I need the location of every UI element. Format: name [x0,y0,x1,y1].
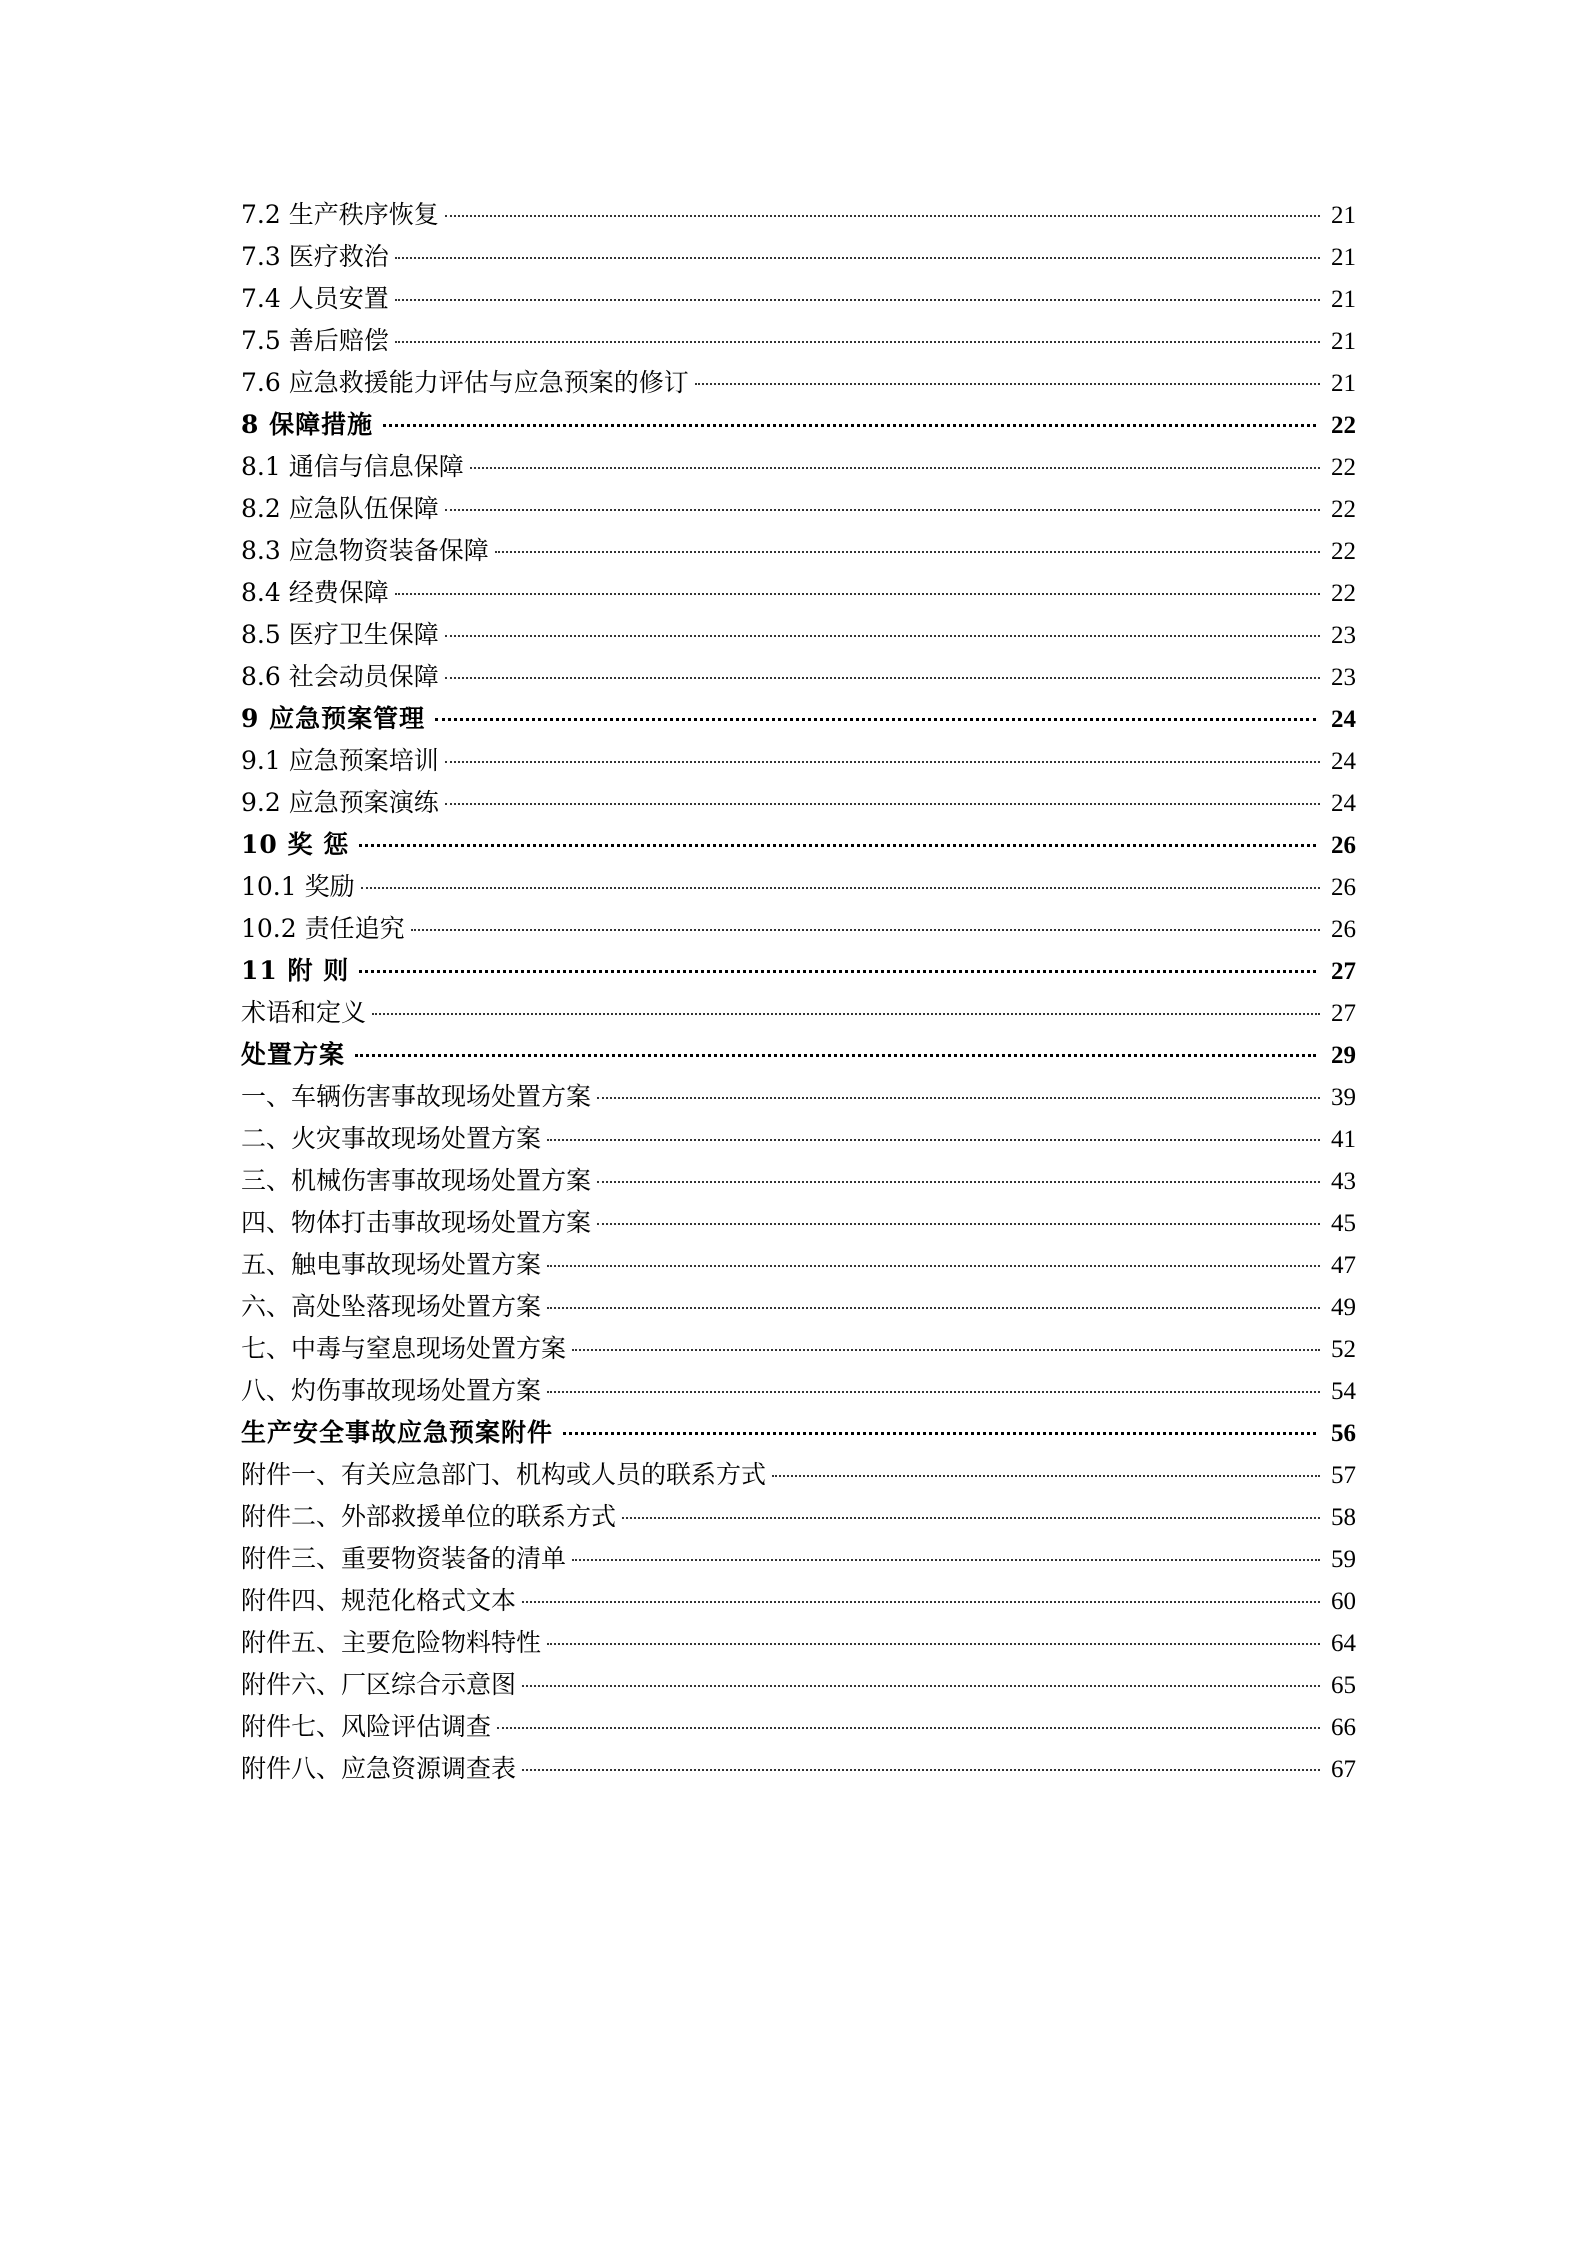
toc-dot-leader [411,929,1320,931]
toc-entry-page-number: 22 [1331,412,1356,439]
toc-entry[interactable] [241,1706,1356,1748]
toc-entry-title: 7.4 人员安置 [241,284,389,313]
toc-entry-title: 8 保障措施 [241,410,374,439]
toc-section-entry[interactable] [241,404,1356,446]
toc-entry-page-number: 67 [1331,1756,1356,1783]
toc-entry-title: 五、触电事故现场处置方案 [241,1250,542,1279]
toc-entry[interactable] [241,1118,1356,1160]
toc-entry-title: 附件三、重要物资装备的清单 [241,1544,567,1573]
toc-entry-title: 附件二、外部救援单位的联系方式 [241,1502,617,1531]
toc-entry-page-number: 60 [1331,1588,1356,1615]
toc-section-entry[interactable] [241,698,1356,740]
toc-entry-title: 二、火灾事故现场处置方案 [241,1124,542,1153]
toc-dot-leader [395,593,1320,595]
toc-entry[interactable] [241,362,1356,404]
toc-dot-leader [547,1307,1320,1309]
toc-entry[interactable] [241,446,1356,488]
toc-entry[interactable] [241,740,1356,782]
toc-entry[interactable] [241,572,1356,614]
toc-entry[interactable] [241,1160,1356,1202]
toc-dot-leader [572,1349,1320,1351]
toc-entry-title: 附件七、风险评估调查 [241,1712,492,1741]
toc-entry-title: 9 应急预案管理 [241,704,426,733]
toc-entry-page-number: 49 [1331,1294,1356,1321]
toc-entry-title: 八、灼伤事故现场处置方案 [241,1376,542,1405]
toc-entry-title: 一、车辆伤害事故现场处置方案 [241,1082,592,1111]
toc-entry[interactable] [241,1664,1356,1706]
toc-section-entry[interactable] [241,1034,1356,1076]
toc-entry-page-number: 57 [1331,1462,1356,1489]
toc-dot-leader [395,257,1320,259]
toc-dot-leader [372,1013,1320,1015]
toc-entry[interactable] [241,992,1356,1034]
toc-entry[interactable] [241,278,1356,320]
toc-section-entry[interactable] [241,824,1356,866]
toc-entry-title: 附件八、应急资源调查表 [241,1754,517,1783]
toc-entry[interactable] [241,1202,1356,1244]
toc-entry-page-number: 58 [1331,1504,1356,1531]
toc-entry-title: 10.2 责任追究 [241,914,405,943]
toc-entry-title: 7.3 医疗救治 [241,242,389,271]
toc-entry-page-number: 24 [1331,748,1356,775]
toc-entry-page-number: 21 [1331,328,1356,355]
toc-entry-title: 术语和定义 [241,998,367,1027]
toc-dot-leader [497,1727,1320,1729]
toc-entry-page-number: 21 [1331,370,1356,397]
toc-entry[interactable] [241,488,1356,530]
toc-entry[interactable] [241,1370,1356,1412]
toc-dot-leader [597,1181,1320,1183]
toc-entry-page-number: 56 [1331,1420,1356,1447]
toc-entry-title: 9.2 应急预案演练 [241,788,439,817]
toc-dot-leader [355,1054,1316,1057]
toc-entry-title: 附件六、厂区综合示意图 [241,1670,517,1699]
toc-entry-page-number: 22 [1331,580,1356,607]
toc-dot-leader [563,1432,1316,1435]
toc-entry[interactable] [241,1496,1356,1538]
toc-entry[interactable] [241,1076,1356,1118]
toc-entry-page-number: 21 [1331,244,1356,271]
toc-entry-page-number: 26 [1331,916,1356,943]
toc-entry-title: 附件一、有关应急部门、机构或人员的联系方式 [241,1460,767,1489]
toc-dot-leader [445,761,1320,763]
toc-dot-leader [470,467,1320,469]
toc-entry-title: 8.3 应急物资装备保障 [241,536,489,565]
toc-dot-leader [547,1139,1320,1141]
toc-entry-title: 8.2 应急队伍保障 [241,494,439,523]
toc-dot-leader [622,1517,1320,1519]
toc-entry-page-number: 21 [1331,202,1356,229]
toc-entry[interactable] [241,866,1356,908]
toc-dot-leader [445,509,1320,511]
toc-section-entry[interactable] [241,950,1356,992]
toc-entry-title: 8.1 通信与信息保障 [241,452,464,481]
toc-entry-title: 四、物体打击事故现场处置方案 [241,1208,592,1237]
toc-dot-leader [547,1643,1320,1645]
toc-entry-title: 附件四、规范化格式文本 [241,1586,517,1615]
toc-entry-page-number: 26 [1331,832,1356,859]
toc-entry-title: 10 奖 惩 [241,830,350,859]
toc-entry[interactable] [241,656,1356,698]
toc-entry-page-number: 65 [1331,1672,1356,1699]
toc-entry-page-number: 26 [1331,874,1356,901]
toc-entry-title: 附件五、主要危险物料特性 [241,1628,542,1657]
toc-entry-page-number: 45 [1331,1210,1356,1237]
toc-dot-leader [597,1097,1320,1099]
toc-entry-page-number: 22 [1331,496,1356,523]
toc-dot-leader [359,844,1316,847]
toc-entry-page-number: 29 [1331,1042,1356,1069]
toc-entry[interactable] [241,236,1356,278]
toc-section-entry[interactable] [241,1412,1356,1454]
toc-entry-page-number: 22 [1331,454,1356,481]
toc-entry-page-number: 39 [1331,1084,1356,1111]
toc-dot-leader [359,970,1316,973]
toc-entry-page-number: 59 [1331,1546,1356,1573]
toc-dot-leader [547,1265,1320,1267]
toc-entry-page-number: 27 [1331,958,1356,985]
toc-entry-page-number: 54 [1331,1378,1356,1405]
toc-dot-leader [445,803,1320,805]
toc-dot-leader [772,1475,1320,1477]
toc-entry-title: 生产安全事故应急预案附件 [241,1418,554,1447]
toc-entry-page-number: 23 [1331,664,1356,691]
toc-dot-leader [435,718,1316,721]
toc-dot-leader [445,677,1320,679]
toc-entry-page-number: 22 [1331,538,1356,565]
toc-entry[interactable] [241,1580,1356,1622]
toc-entry[interactable] [241,530,1356,572]
toc-entry-page-number: 21 [1331,286,1356,313]
toc-entry[interactable] [241,908,1356,950]
toc-entry-page-number: 64 [1331,1630,1356,1657]
table-of-contents [241,194,1356,1790]
toc-entry[interactable] [241,1622,1356,1664]
toc-entry-title: 8.5 医疗卫生保障 [241,620,439,649]
toc-entry-page-number: 47 [1331,1252,1356,1279]
toc-entry-title: 六、高处坠落现场处置方案 [241,1292,542,1321]
toc-entry-title: 10.1 奖励 [241,872,355,901]
toc-entry-title: 7.5 善后赔偿 [241,326,389,355]
toc-entry-title: 处置方案 [241,1040,346,1069]
toc-entry-page-number: 43 [1331,1168,1356,1195]
toc-entry[interactable] [241,782,1356,824]
toc-dot-leader [383,424,1316,427]
toc-entry[interactable] [241,1244,1356,1286]
toc-entry[interactable] [241,1538,1356,1580]
toc-dot-leader [522,1601,1320,1603]
toc-entry-page-number: 66 [1331,1714,1356,1741]
toc-dot-leader [395,341,1320,343]
toc-entry-title: 9.1 应急预案培训 [241,746,439,775]
toc-entry-title: 7.6 应急救援能力评估与应急预案的修订 [241,368,689,397]
toc-dot-leader [522,1685,1320,1687]
toc-entry-page-number: 27 [1331,1000,1356,1027]
toc-dot-leader [597,1223,1320,1225]
toc-entry-title: 三、机械伤害事故现场处置方案 [241,1166,592,1195]
toc-entry-title: 七、中毒与窒息现场处置方案 [241,1334,567,1363]
toc-entry-page-number: 52 [1331,1336,1356,1363]
toc-entry[interactable] [241,1748,1356,1790]
toc-dot-leader [572,1559,1320,1561]
toc-entry-page-number: 23 [1331,622,1356,649]
toc-dot-leader [395,299,1320,301]
toc-entry[interactable] [241,1328,1356,1370]
toc-dot-leader [695,383,1320,385]
toc-entry-title: 8.6 社会动员保障 [241,662,439,691]
toc-entry[interactable] [241,1454,1356,1496]
toc-entry-title: 8.4 经费保障 [241,578,389,607]
toc-entry-title: 11 附 则 [241,956,350,985]
toc-entry[interactable] [241,1286,1356,1328]
toc-dot-leader [495,551,1320,553]
toc-entry[interactable] [241,614,1356,656]
toc-entry-page-number: 24 [1331,706,1356,733]
toc-dot-leader [445,635,1320,637]
toc-dot-leader [361,887,1320,889]
toc-entry-page-number: 24 [1331,790,1356,817]
toc-dot-leader [445,215,1320,217]
toc-entry-title: 7.2 生产秩序恢复 [241,200,439,229]
toc-entry-page-number: 41 [1331,1126,1356,1153]
toc-dot-leader [522,1769,1320,1771]
toc-entry[interactable] [241,194,1356,236]
toc-entry[interactable] [241,320,1356,362]
toc-dot-leader [547,1391,1320,1393]
